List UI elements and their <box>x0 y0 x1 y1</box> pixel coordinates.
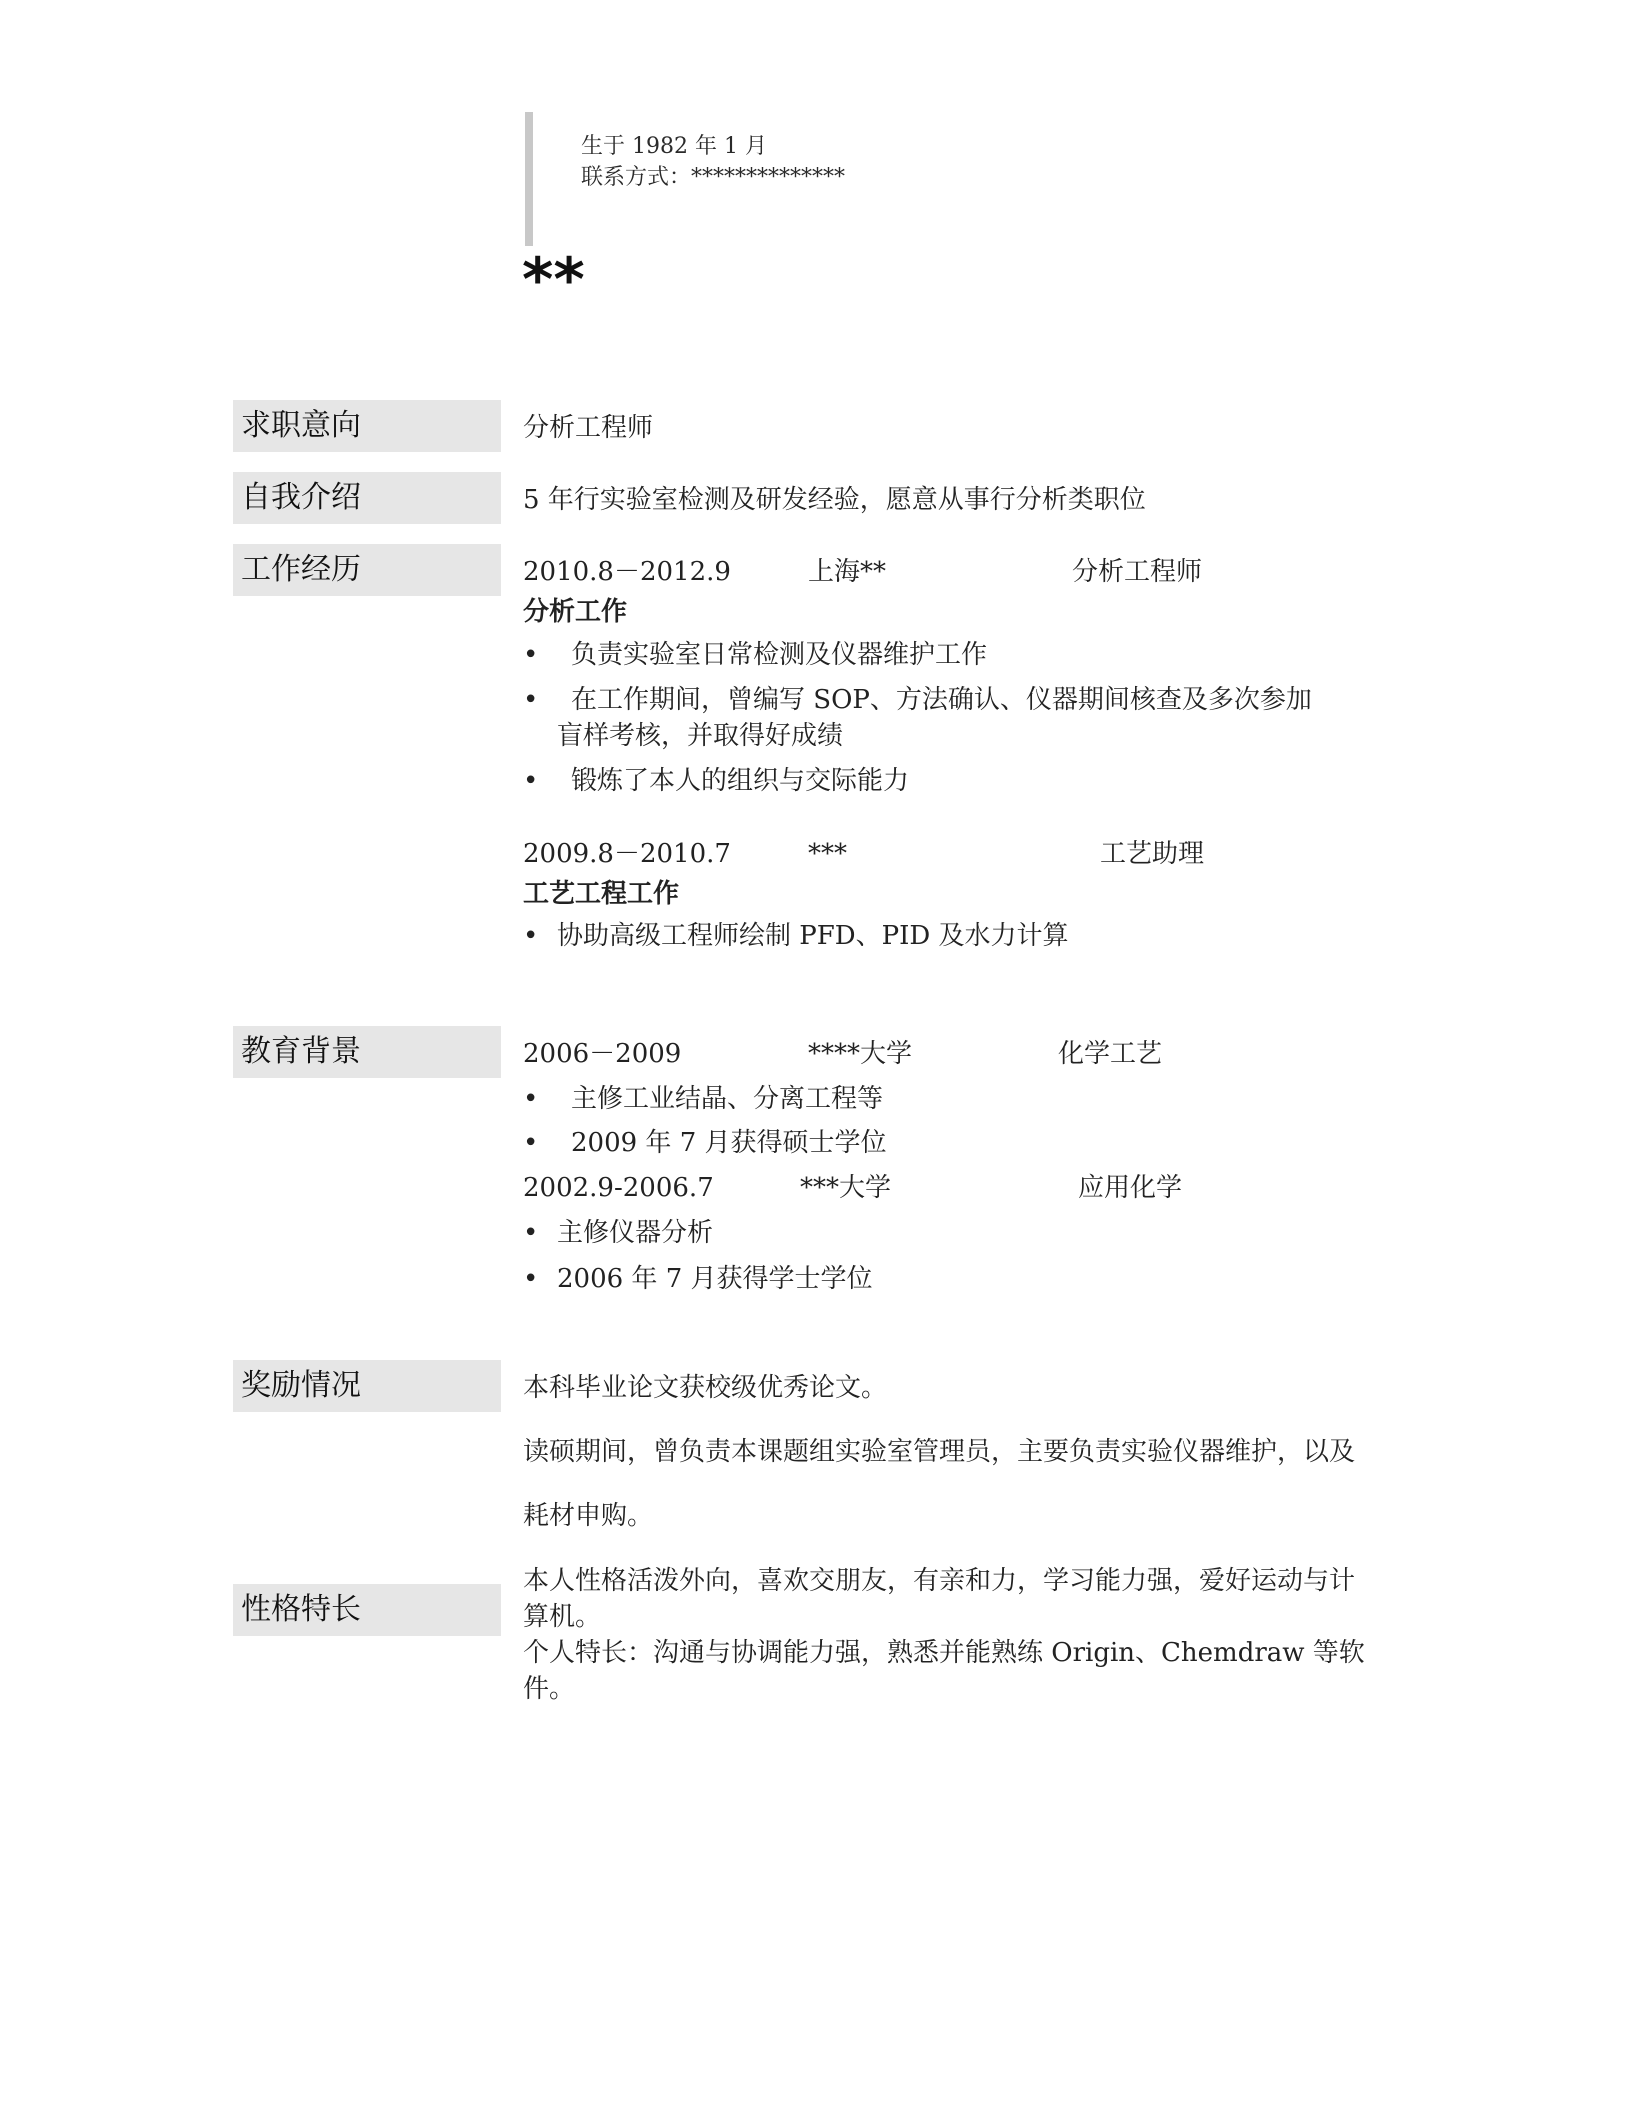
bullet-dot: • <box>523 1084 539 1114</box>
section-label-work: 工作经历 <box>233 544 501 596</box>
edu-major: 化学工艺 <box>1058 1039 1163 1069</box>
edu-school: ****大学 <box>808 1039 913 1069</box>
objective-text: 分析工程师 <box>523 413 654 443</box>
birth-date: 生于 1982 年 1 月 <box>581 134 767 159</box>
edu-period: 2006－2009 <box>523 1039 682 1069</box>
job-bullet: 负责实验室日常检测及仪器维护工作 <box>571 640 988 670</box>
award-line: 本科毕业论文获校级优秀论文。 <box>523 1373 888 1403</box>
job-role: 工艺工程工作 <box>523 879 680 909</box>
job-bullet: 在工作期间，曾编写 SOP、方法确认、仪器期间核查及多次参加 <box>571 685 1312 715</box>
edu-bullet: 2006 年 7 月获得学士学位 <box>557 1264 873 1294</box>
bullet-dot: • <box>523 685 539 715</box>
job-company: *** <box>808 839 847 869</box>
edu-bullet: 主修仪器分析 <box>557 1218 714 1248</box>
section-label-objective: 求职意向 <box>233 400 501 452</box>
job-role: 分析工作 <box>523 597 628 627</box>
contact-info: 联系方式：************** <box>581 165 846 190</box>
personality-line: 本人性格活泼外向，喜欢交朋友，有亲和力，学习能力强，爱好运动与计 <box>523 1566 1356 1596</box>
bullet-dot: • <box>523 1264 539 1294</box>
section-label-awards: 奖励情况 <box>233 1360 501 1412</box>
bullet-dot: • <box>523 1218 539 1248</box>
personality-line: 个人特长：沟通与协调能力强，熟悉并能熟练 Origin、Chemdraw 等软 <box>523 1638 1365 1668</box>
job-title: 工艺助理 <box>1100 839 1205 869</box>
contact-block <box>525 112 933 246</box>
section-label-intro: 自我介绍 <box>233 472 501 524</box>
job-period: 2009.8－2010.7 <box>523 839 731 869</box>
intro-text: 5 年行实验室检测及研发经验，愿意从事行分析类职位 <box>523 485 1146 515</box>
job-title: 分析工程师 <box>1072 557 1203 587</box>
award-line: 读硕期间，曾负责本课题组实验室管理员，主要负责实验仪器维护，以及 <box>523 1437 1356 1467</box>
personality-line: 算机。 <box>523 1602 602 1632</box>
bullet-dot: • <box>523 921 539 951</box>
job-period: 2010.8－2012.9 <box>523 557 731 587</box>
job-bullet: 锻炼了本人的组织与交际能力 <box>571 766 910 796</box>
edu-bullet: 2009 年 7 月获得硕士学位 <box>571 1128 887 1158</box>
edu-period: 2002.9-2006.7 <box>523 1173 714 1203</box>
edu-bullet: 主修工业结晶、分离工程等 <box>571 1084 884 1114</box>
section-label-education: 教育背景 <box>233 1026 501 1078</box>
award-line: 耗材申购。 <box>523 1501 654 1531</box>
applicant-name: ** <box>522 245 585 315</box>
bullet-dot: • <box>523 1128 539 1158</box>
job-bullet: 协助高级工程师绘制 PFD、PID 及水力计算 <box>557 921 1069 951</box>
job-bullet-continued: 盲样考核，并取得好成绩 <box>557 721 844 751</box>
edu-major: 应用化学 <box>1078 1173 1183 1203</box>
bullet-dot: • <box>523 766 539 796</box>
personality-line: 件。 <box>523 1674 576 1704</box>
bullet-dot: • <box>523 640 539 670</box>
section-label-personality: 性格特长 <box>233 1584 501 1636</box>
job-company: 上海** <box>808 557 887 587</box>
edu-school: ***大学 <box>800 1173 892 1203</box>
